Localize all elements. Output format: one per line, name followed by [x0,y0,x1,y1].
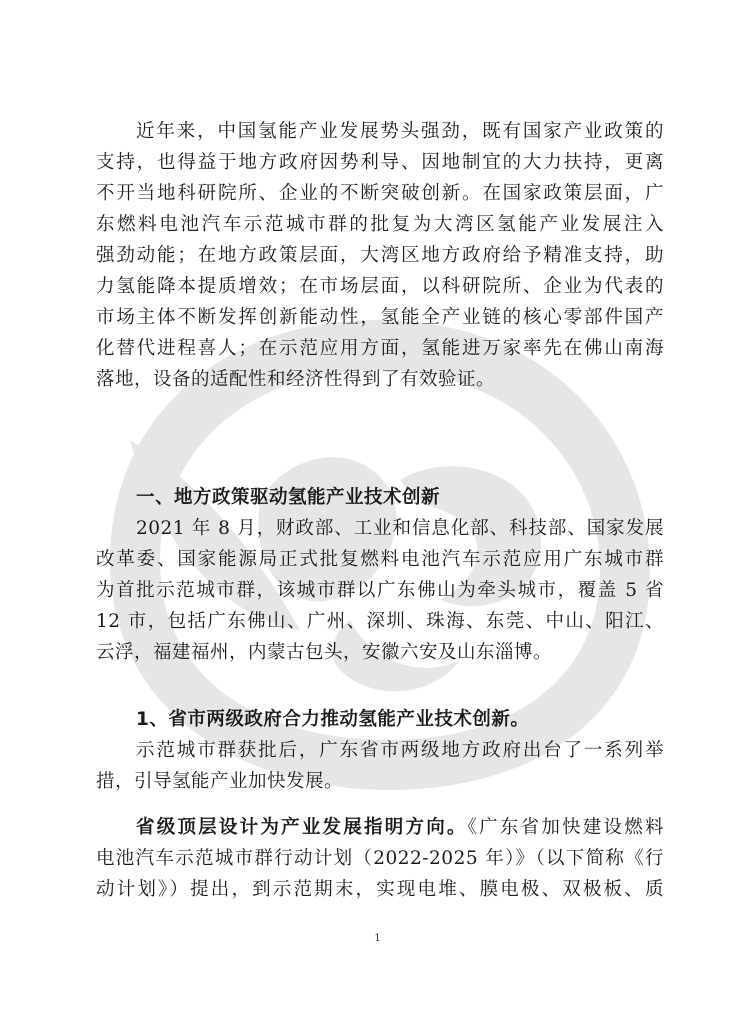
section-heading: 一、地方政策驱动氢能产业技术创新 [136,487,441,508]
text-line: 示范城市群获批后，广东省市两级地方政府出台了一系列举 [136,740,664,761]
text-line: 化替代进程喜人；在示范应用方面，氢能进万家率先在佛山南海 [96,338,664,359]
text-line: 云浮，福建福州，内蒙古包头，安徽六安及山东淄博。 [96,642,553,663]
text-line: 近年来，中国氢能产业发展势头强劲，既有国家产业政策的 [136,121,664,142]
text-line: 不开当地科研院所、企业的不断突破创新。在国家政策层面，广 [96,183,664,204]
text-line: 强劲动能；在地方政策层面，大湾区地方政府给予精准支持，助 [96,245,664,266]
intro-paragraph [96,116,664,395]
text-line: 市场主体不断发挥创新能动性，氢能全产业链的核心零部件国产 [96,307,664,328]
text-run: 《广东省加快建设燃料 [467,817,664,838]
text-line: 支持，也得益于地方政府因势利导、因地制宜的大力扶持，更离 [96,152,664,173]
text-line [96,812,664,843]
text-line: 为首批示范城市群，该城市群以广东佛山为牵头城市，覆盖 5 省 [96,580,664,601]
text-line: 12 市，包括广东佛山、广州、深圳、珠海、东莞、中山、阳江、 [96,611,664,632]
text-line: 措，引导氢能产业加快发展。 [96,771,344,792]
text-line: 2021 年 8 月，财政部、工业和信息化部、科技部、国家发展 [136,518,664,539]
paragraph-3 [96,812,664,905]
section-1 [96,482,664,668]
text-line: 力氢能降本提质增效；在市场层面，以科研院所、企业为代表的 [96,276,664,297]
subsection-1 [96,704,664,797]
page-number: 1 [374,933,381,944]
bold-lead-text: 省级顶层设计为产业发展指明方向。 [136,817,468,838]
text-line: 动计划》）提出，到示范期末，实现电堆、膜电极、双极板、质 [96,879,664,900]
subsection-heading: 1、省市两级政府合力推动氢能产业技术创新。 [136,709,530,730]
text-line: 改革委、国家能源局正式批复燃料电池汽车示范应用广东城市群 [96,549,664,570]
text-line: 电池汽车示范城市群行动计划（2022-2025 年）》（以下简称《行 [96,848,664,869]
text-line: 落地，设备的适配性和经济性得到了有效验证。 [96,369,496,390]
text-line: 东燃料电池汽车示范城市群的批复为大湾区氢能产业发展注入 [96,214,664,235]
